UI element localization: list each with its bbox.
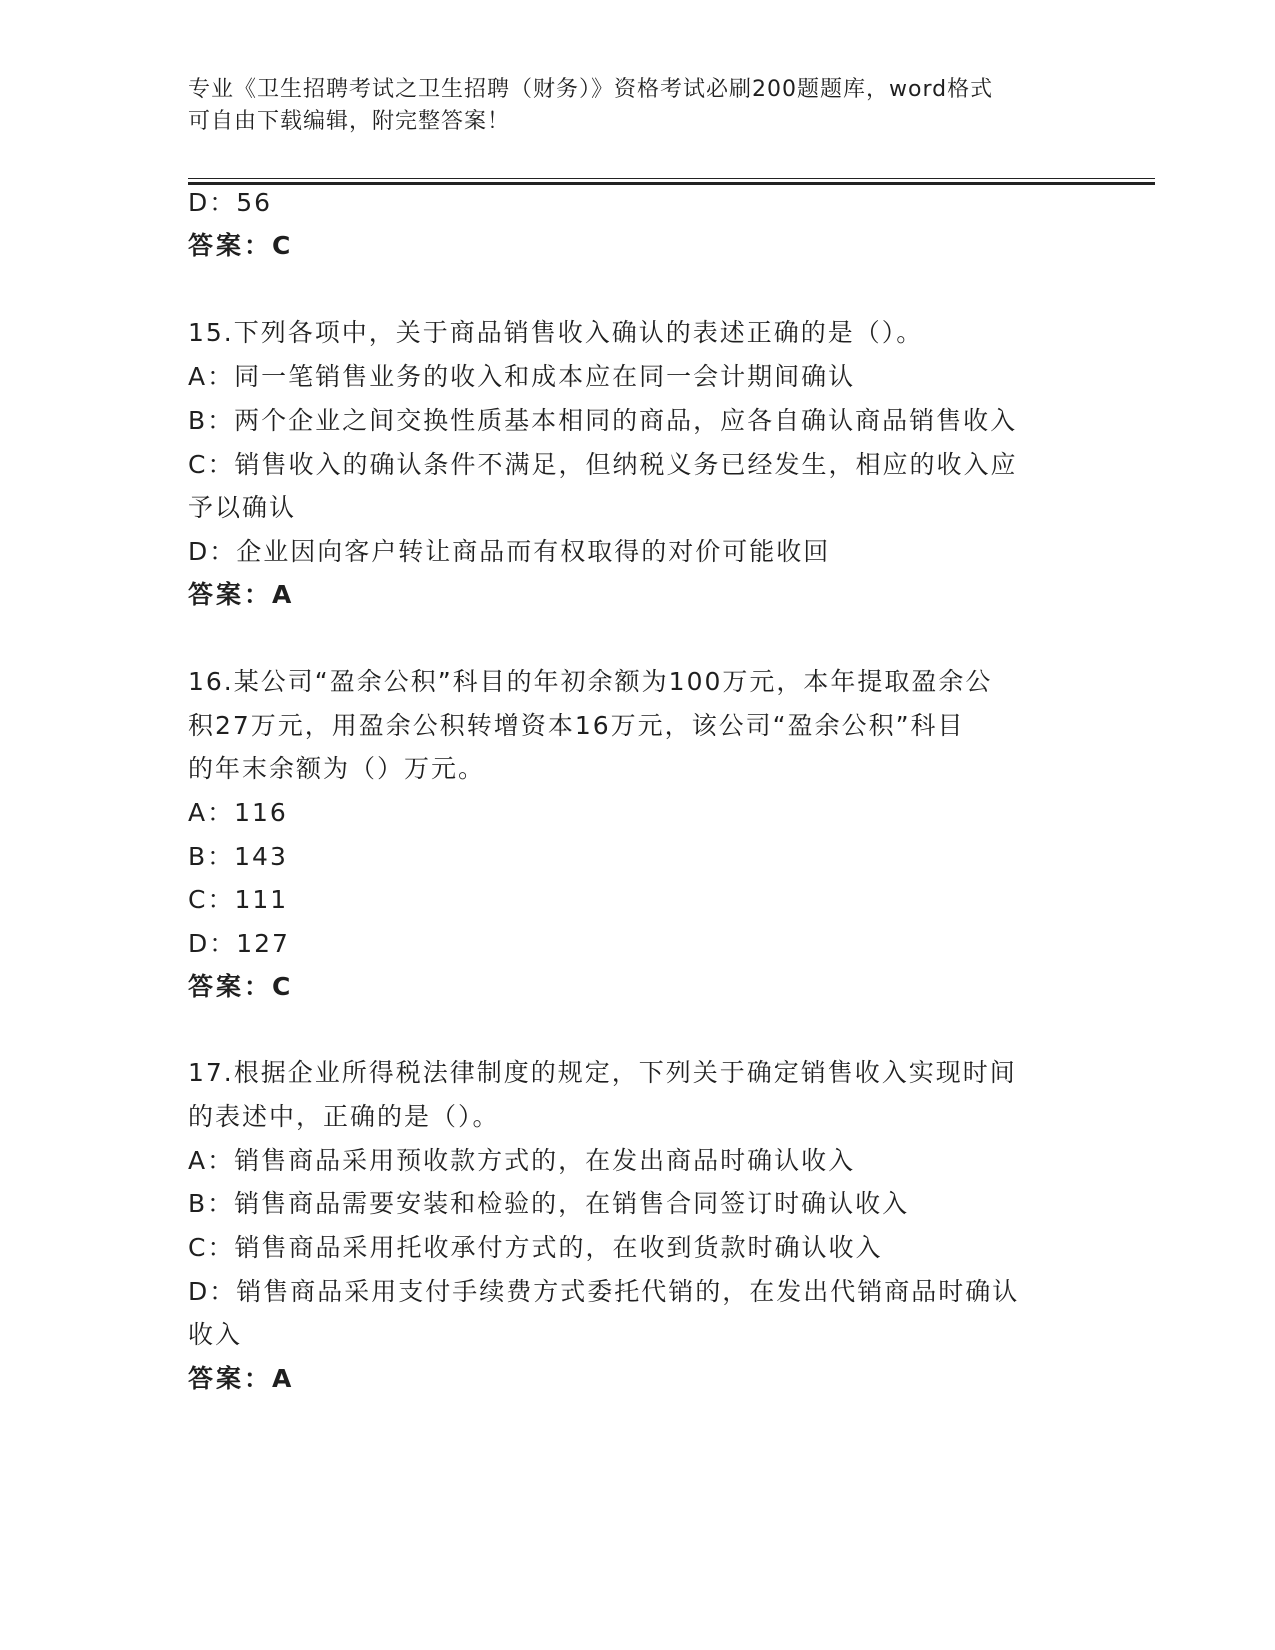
q15-option-c: C：销售收入的确认条件不满足，但纳税义务已经发生，相应的收入应: [188, 450, 1018, 479]
q16-answer: 答案：C: [188, 972, 294, 1001]
q17-option-c: C：销售商品采用托收承付方式的，在收到货款时确认收入: [188, 1233, 883, 1262]
q16-option-b: B：143: [188, 842, 288, 871]
prev-option-d: D：56: [188, 188, 273, 217]
q16-stem-line: 积27万元，用盈余公积转增资本16万元，该公司“盈余公积”科目: [188, 711, 965, 740]
header-divider-thick: [188, 182, 1155, 185]
document-header: [188, 74, 1068, 138]
q15-option-d: D：企业因向客户转让商品而有权取得的对价可能收回: [188, 537, 831, 566]
q15-stem-line: 15.下列各项中，关于商品销售收入确认的表述正确的是（）。: [188, 318, 924, 347]
header-line-1: 专业《卫生招聘考试之卫生招聘（财务）》资格考试必刷200题题库，word格式: [188, 77, 994, 102]
q15-answer: 答案：A: [188, 580, 295, 609]
q17-option-a: A：销售商品采用预收款方式的，在发出商品时确认收入: [188, 1146, 856, 1175]
q15-option-b: B：两个企业之间交换性质基本相同的商品，应各自确认商品销售收入: [188, 406, 1018, 435]
q16-stem-line: 16.某公司“盈余公积”科目的年初余额为100万元，本年提取盈余公: [188, 667, 993, 696]
q16-stem-line: 的年末余额为（）万元。: [188, 754, 486, 783]
q17-option-d-cont: 收入: [188, 1320, 243, 1349]
q17-option-d: D：销售商品采用支付手续费方式委托代销的，在发出代销商品时确认: [188, 1277, 1020, 1306]
header-line-2: 可自由下载编辑，附完整答案！: [188, 109, 511, 134]
q17-stem-line: 17.根据企业所得税法律制度的规定，下列关于确定销售收入实现时间: [188, 1058, 1017, 1087]
q17-answer: 答案：A: [188, 1364, 295, 1393]
q16-option-d: D：127: [188, 929, 290, 958]
q17-option-b: B：销售商品需要安装和检验的，在销售合同签订时确认收入: [188, 1189, 910, 1218]
q16-option-a: A：116: [188, 798, 288, 827]
q17-stem-line: 的表述中，正确的是（）。: [188, 1102, 500, 1131]
q15-option-c-cont: 予以确认: [188, 493, 297, 522]
q16-option-c: C：111: [188, 885, 289, 914]
q15-option-a: A：同一笔销售业务的收入和成本应在同一会计期间确认: [188, 362, 856, 391]
header-divider-thin: [188, 178, 1155, 179]
prev-answer: 答案：C: [188, 231, 294, 260]
